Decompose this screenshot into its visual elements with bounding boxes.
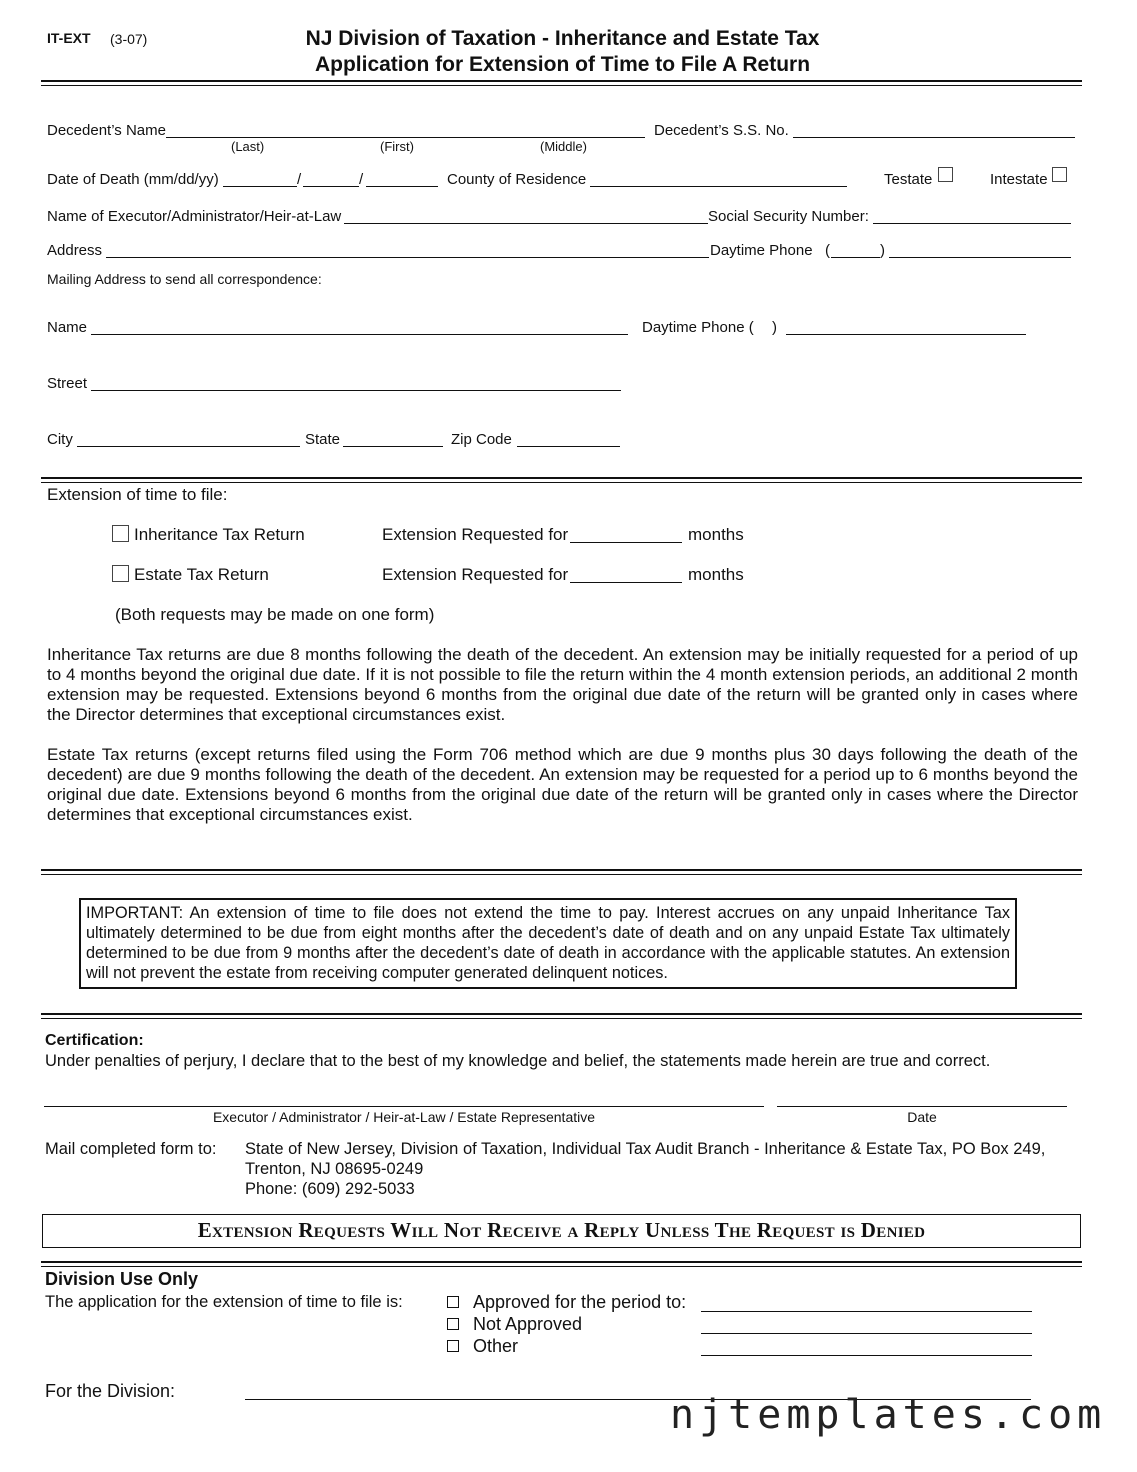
certification-heading: Certification: xyxy=(45,1032,144,1049)
mailing-street-field[interactable] xyxy=(91,390,621,391)
estate-requested-label: Extension Requested for xyxy=(382,565,569,584)
form-code: IT-EXT xyxy=(47,30,91,46)
form-revision: (3-07) xyxy=(110,31,148,47)
executor-address-label: Address xyxy=(47,242,103,259)
mailing-state-label: State xyxy=(305,431,341,448)
mailing-city-field[interactable] xyxy=(77,446,300,447)
executor-ssn-label: Social Security Number: xyxy=(708,208,869,225)
section-divider xyxy=(41,869,1082,875)
executor-phone-field[interactable] xyxy=(889,257,1071,258)
form-title-line1: NJ Division of Taxation - Inheritance and Estate Tax xyxy=(305,27,820,50)
extension-heading: Extension of time to file: xyxy=(47,485,228,504)
other-field[interactable] xyxy=(701,1355,1032,1356)
estate-months-field[interactable] xyxy=(570,582,682,583)
dod-year-field[interactable] xyxy=(366,186,438,187)
for-division-label: For the Division: xyxy=(45,1381,176,1401)
approved-checkbox[interactable] xyxy=(447,1296,459,1308)
mailing-zip-label: Zip Code xyxy=(451,431,512,448)
mail-to-label: Mail completed form to: xyxy=(45,1140,217,1158)
county-label: County of Residence xyxy=(447,171,587,188)
mail-to-line2: Trenton, NJ 08695-0249 xyxy=(245,1160,424,1178)
estate-months-unit: months xyxy=(688,565,744,584)
date-of-death-label: Date of Death (mm/dd/yy) xyxy=(47,171,219,188)
date-caption: Date xyxy=(907,1109,937,1125)
executor-phone-label: Daytime Phone xyxy=(710,242,813,259)
certification-text: Under penalties of perjury, I declare that to the best of my knowledge and belief, the statements made herein are true and correct. xyxy=(45,1052,991,1070)
inheritance-requested-label: Extension Requested for xyxy=(382,525,569,544)
mailing-name-label: Name xyxy=(47,319,88,336)
approved-period-field[interactable] xyxy=(701,1311,1032,1312)
mailing-zip-field[interactable] xyxy=(517,446,620,447)
decedent-name-field[interactable] xyxy=(166,137,645,138)
signature-caption: Executor / Administrator / Heir-at-Law / Estate Representative xyxy=(212,1109,596,1125)
inheritance-months-unit: months xyxy=(688,525,744,544)
other-label: Other xyxy=(473,1336,519,1356)
division-heading: Division Use Only xyxy=(45,1269,199,1289)
inheritance-due-paragraph: Inheritance Tax returns are due 8 months following the death of the decedent. An extension may be initially requested for a period of up to 4 months beyond the original due date. If it is not possible to file the return within the 4 month extension periods, an additional 2 month extension may be requested. Extensions beyond 6 months from the original due date of the return will be granted only in cases where the Director determines that exceptional circumstances exist. xyxy=(47,645,1078,724)
date-field[interactable] xyxy=(777,1106,1067,1107)
both-requests-note: (Both requests may be made on one form) xyxy=(115,605,435,624)
inheritance-months-field[interactable] xyxy=(570,542,682,543)
mail-to-line1: State of New Jersey, Division of Taxation, Individual Tax Audit Branch - Inheritance & Estate Tax, PO Box 249, xyxy=(245,1140,1046,1158)
county-field[interactable] xyxy=(590,186,847,187)
approved-label: Approved for the period to: xyxy=(473,1292,687,1312)
estate-tax-checkbox[interactable] xyxy=(112,565,129,582)
executor-address-field[interactable] xyxy=(106,257,709,258)
not-approved-field[interactable] xyxy=(701,1333,1032,1334)
not-approved-label: Not Approved xyxy=(473,1314,583,1334)
executor-phone-area-field[interactable] xyxy=(831,257,880,258)
decedent-ssn-label: Decedent’s S.S. No. xyxy=(654,122,789,139)
intestate-label: Intestate xyxy=(990,171,1048,188)
section-divider xyxy=(41,477,1082,483)
dod-month-field[interactable] xyxy=(223,186,297,187)
not-approved-checkbox[interactable] xyxy=(447,1318,459,1330)
decedent-name-label: Decedent’s Name xyxy=(47,122,166,139)
mailing-city-label: City xyxy=(47,431,73,448)
inheritance-tax-checkbox[interactable] xyxy=(112,525,129,542)
important-notice: IMPORTANT: An extension of time to file does not extend the time to pay. Interest accrues on any unpaid Inheritance Tax ultimately determined to be due from eight months after the decedent’s date of death and on any unpaid Estate Tax ultimately determined to be due from 9 months after the decedent’s date of death in accordance with the applicable statutes. An extension will not prevent the estate from receiving computer generated delinquent notices. xyxy=(79,898,1017,989)
dod-separator: / xyxy=(297,171,302,188)
mailing-name-field[interactable] xyxy=(91,334,628,335)
mailing-phone-paren-close: ) xyxy=(772,319,777,336)
testate-label: Testate xyxy=(884,171,933,188)
section-divider xyxy=(41,1261,1082,1267)
mailing-heading: Mailing Address to send all correspondence: xyxy=(47,271,322,287)
executor-name-label: Name of Executor/Administrator/Heir-at-Law xyxy=(47,208,342,225)
executor-phone-paren-open: ( xyxy=(825,242,830,259)
other-checkbox[interactable] xyxy=(447,1340,459,1352)
watermark: njtemplates.com xyxy=(670,1392,1107,1438)
dod-separator: / xyxy=(359,171,364,188)
mailing-street-label: Street xyxy=(47,375,88,392)
estate-tax-label: Estate Tax Return xyxy=(134,565,269,584)
decedent-ssn-field[interactable] xyxy=(793,137,1075,138)
mailing-phone-label: Daytime Phone ( xyxy=(642,319,754,336)
testate-checkbox[interactable] xyxy=(938,167,953,182)
mail-to-line3: Phone: (609) 292-5033 xyxy=(245,1180,415,1198)
decedent-name-first-caption: (First) xyxy=(380,139,414,154)
mailing-state-field[interactable] xyxy=(343,446,443,447)
division-lead: The application for the extension of time to file is: xyxy=(45,1293,403,1311)
inheritance-tax-label: Inheritance Tax Return xyxy=(134,525,305,544)
decedent-name-middle-caption: (Middle) xyxy=(540,139,587,154)
signature-field[interactable] xyxy=(44,1106,764,1107)
header-divider xyxy=(41,80,1082,86)
section-divider xyxy=(41,1013,1082,1019)
dod-day-field[interactable] xyxy=(303,186,359,187)
decedent-name-last-caption: (Last) xyxy=(231,139,265,154)
executor-phone-paren-close: ) xyxy=(880,242,885,259)
reply-notice-banner: Extension Requests Will Not Receive a Reply Unless The Request is Denied xyxy=(42,1214,1081,1248)
estate-due-paragraph: Estate Tax returns (except returns filed using the Form 706 method which are due 9 months plus 30 days following the death of the decedent) are due 9 months following the death of the decedent. An extension may be requested for a period up to 6 months beyond the original due date. Extensions beyond 6 months from the original due date of the return will be granted only in cases where the Director determines that exceptional circumstances exist. xyxy=(47,745,1078,824)
executor-ssn-field[interactable] xyxy=(873,223,1071,224)
form-title-line2: Application for Extension of Time to File A Return xyxy=(314,53,811,76)
executor-name-field[interactable] xyxy=(344,223,708,224)
mailing-phone-field[interactable] xyxy=(786,334,1026,335)
intestate-checkbox[interactable] xyxy=(1052,167,1067,182)
